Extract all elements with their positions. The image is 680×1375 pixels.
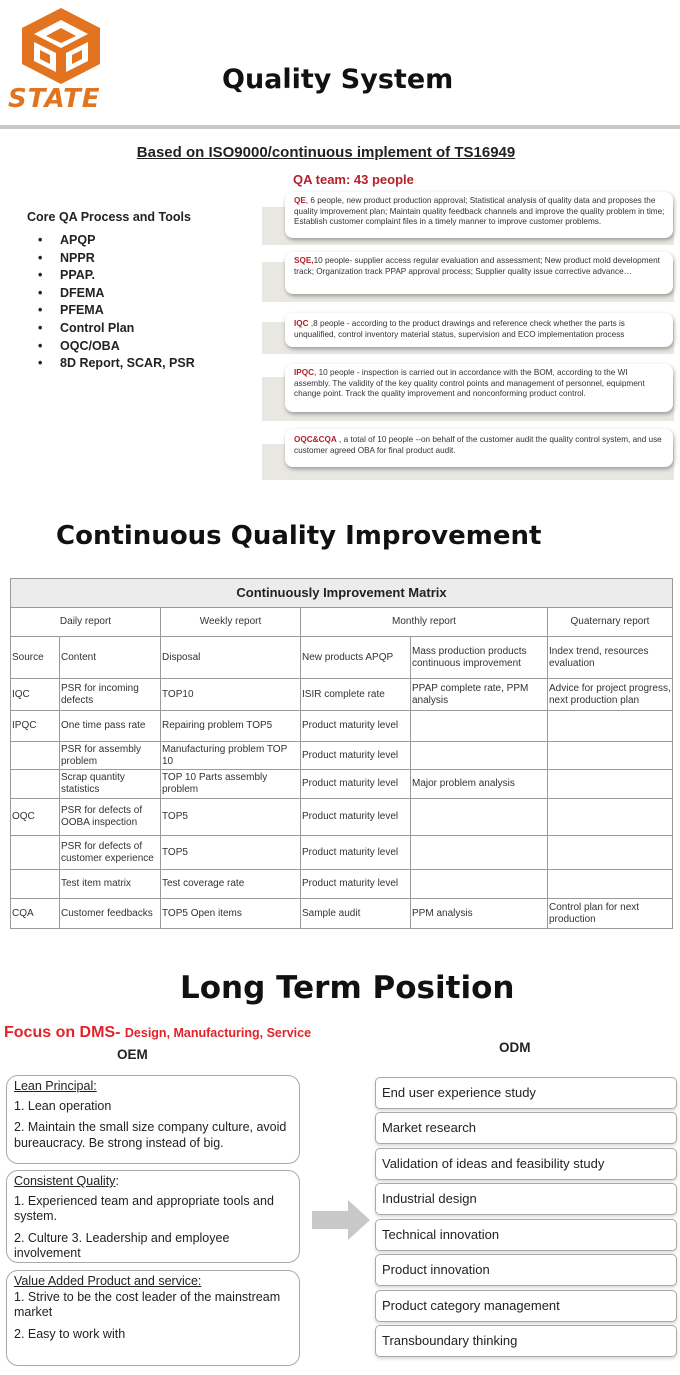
table-cell: IPQC	[11, 711, 60, 742]
table-cell: PSR for defects of customer experience	[60, 836, 161, 870]
table-cell: TOP 10 Parts assembly problem	[161, 770, 301, 799]
table-cell: PSR for incoming defects	[60, 679, 161, 711]
table-cell: Major problem analysis	[411, 770, 548, 799]
table-cell: PPAP complete rate, PPM analysis	[411, 679, 548, 711]
table-row	[11, 836, 673, 870]
team-box-ipqc: IPQC, 10 people - inspection is carried out in accordance with the BOM, according to the WI assembly. The validity of the key quality control points and management of personnel, equipment change point. Track the quality improvement and nonconforming product control.	[285, 364, 673, 412]
table-cell	[548, 711, 673, 742]
table-cell: TOP5	[161, 836, 301, 870]
table-cell: Product maturity level	[301, 711, 411, 742]
list-item: • APQP	[38, 233, 96, 247]
section-title-long-term: Long Term Position	[180, 970, 515, 1006]
table-cell: Control plan for next production	[548, 899, 673, 929]
odm-item: Transboundary thinking	[375, 1325, 677, 1357]
table-cell: IQC	[11, 679, 60, 711]
team-box-iqc: IQC ,8 people - according to the product drawings and reference check whether the parts is unqualified, control inventory material status, supervision and ECO implementation process	[285, 313, 673, 347]
period-monthly-header: Monthly report	[301, 608, 548, 637]
list-item: • Control Plan	[38, 320, 135, 335]
team-box-qe: QE, 6 people, new product production approval; Statistical analysis of quality data and proposes the quality improvement plan; Maintain quality feedback channels and improve the quality problem in time; Establish customer complaint files in a timely manner to improve customer problems.	[285, 192, 673, 238]
odm-item: Validation of ideas and feasibility study	[375, 1148, 677, 1180]
table-cell: Product maturity level	[301, 770, 411, 799]
column-header: New products APQP	[301, 637, 411, 679]
table-cell: One time pass rate	[60, 711, 161, 742]
table-cell	[548, 770, 673, 799]
header-divider	[0, 125, 680, 129]
list-item: • DFEMA	[38, 285, 105, 300]
table-cell: Scrap quantity statistics	[60, 770, 161, 799]
column-header: Source	[11, 637, 60, 679]
oem-box-lean: Lean Principal: 1. Lean operation 2. Maintain the small size company culture, avoid bureaucracy. Be strong instead of big.	[6, 1075, 300, 1164]
column-header-row	[11, 637, 673, 679]
table-cell: Customer feedbacks	[60, 899, 161, 929]
table-cell: Product maturity level	[301, 836, 411, 870]
table-cell	[411, 870, 548, 899]
table-cell: Manufacturing problem TOP 10	[161, 742, 301, 770]
team-box-sqe: SQE,10 people- supplier access regular evaluation and assessment; New product mold development track; Organization track PPAP approval process; Supplier quality issue corrective advance…	[285, 252, 673, 294]
table-cell	[11, 836, 60, 870]
table-cell: TOP10	[161, 679, 301, 711]
table-cell	[548, 799, 673, 836]
table-cell: Product maturity level	[301, 742, 411, 770]
table-cell	[411, 799, 548, 836]
table-cell: Advice for project progress, next production plan	[548, 679, 673, 711]
table-cell: PPM analysis	[411, 899, 548, 929]
list-item: • PPAP.	[38, 268, 95, 283]
table-cell	[548, 742, 673, 770]
page-title-quality-system: Quality System	[222, 64, 454, 95]
period-quaternary-header: Quaternary report	[548, 608, 673, 637]
table-cell	[548, 870, 673, 899]
table-cell	[11, 870, 60, 899]
state-logo-icon	[18, 6, 104, 86]
odm-item: Industrial design	[375, 1183, 677, 1215]
column-header: Disposal	[161, 637, 301, 679]
table-row	[11, 770, 673, 799]
odm-item: Technical innovation	[375, 1219, 677, 1251]
oem-box-quality: Consistent Quality: 1. Experienced team and appropriate tools and system. 2. Culture 3. Leadership and employee involvement	[6, 1170, 300, 1263]
period-daily-header: Daily report	[11, 608, 161, 637]
table-cell: PSR for assembly problem	[60, 742, 161, 770]
table-cell	[411, 836, 548, 870]
odm-item: End user experience study	[375, 1077, 677, 1109]
qa-team-count: QA team: 43 people	[293, 172, 414, 187]
table-cell: PSR for defects of OOBA inspection	[60, 799, 161, 836]
table-cell	[548, 836, 673, 870]
list-item: • PFEMA	[38, 303, 104, 318]
oem-box-value: Value Added Product and service: 1. Strive to be the cost leader of the mainstream market 2. Easy to work with	[6, 1270, 300, 1366]
core-qa-heading: Core QA Process and Tools	[27, 210, 191, 224]
period-weekly-header: Weekly report	[161, 608, 301, 637]
right-arrow-icon	[312, 1200, 370, 1240]
column-header: Content	[60, 637, 161, 679]
table-cell	[411, 742, 548, 770]
table-cell: Product maturity level	[301, 870, 411, 899]
odm-item: Market research	[375, 1112, 677, 1144]
table-cell: Product maturity level	[301, 799, 411, 836]
table-row	[11, 711, 673, 742]
team-box-oqc-cqa: OQC&CQA , a total of 10 people --on behalf of the customer audit the quality control system, and use customer agreed OBA for final product audit.	[285, 429, 673, 467]
list-item: • OQC/OBA	[38, 338, 120, 353]
list-item: • 8D Report, SCAR, PSR	[38, 356, 195, 371]
table-cell: Test coverage rate	[161, 870, 301, 899]
focus-dms-text: Focus on DMS- Design, Manufacturing, Service	[4, 1024, 312, 1041]
iso-standard-title: Based on ISO9000/continuous implement of TS16949	[136, 144, 516, 161]
odm-item: Product category management	[375, 1290, 677, 1322]
table-cell: ISIR complete rate	[301, 679, 411, 711]
table-cell: TOP5	[161, 799, 301, 836]
table-row	[11, 870, 673, 899]
table-cell	[11, 770, 60, 799]
table-cell: TOP5 Open items	[161, 899, 301, 929]
table-cell: Repairing problem TOP5	[161, 711, 301, 742]
table-row	[11, 742, 673, 770]
table-cell: Test item matrix	[60, 870, 161, 899]
list-item: • NPPR	[38, 250, 95, 265]
odm-label: ODM	[499, 1040, 531, 1055]
table-row	[11, 679, 673, 711]
core-qa-list	[38, 232, 195, 373]
improvement-matrix-table	[10, 578, 673, 929]
oem-label: OEM	[117, 1047, 148, 1062]
logo-wordmark: STATE	[8, 84, 101, 114]
table-row	[11, 899, 673, 929]
odm-item: Product innovation	[375, 1254, 677, 1286]
table-cell: CQA	[11, 899, 60, 929]
table-cell	[11, 742, 60, 770]
matrix-title: Continuously Improvement Matrix	[11, 579, 673, 608]
table-row	[11, 799, 673, 836]
table-cell	[411, 711, 548, 742]
table-cell: Sample audit	[301, 899, 411, 929]
section-title-improvement: Continuous Quality Improvement	[56, 521, 542, 551]
column-header: Index trend, resources evaluation	[548, 637, 673, 679]
table-cell: OQC	[11, 799, 60, 836]
column-header: Mass production products continuous improvement	[411, 637, 548, 679]
